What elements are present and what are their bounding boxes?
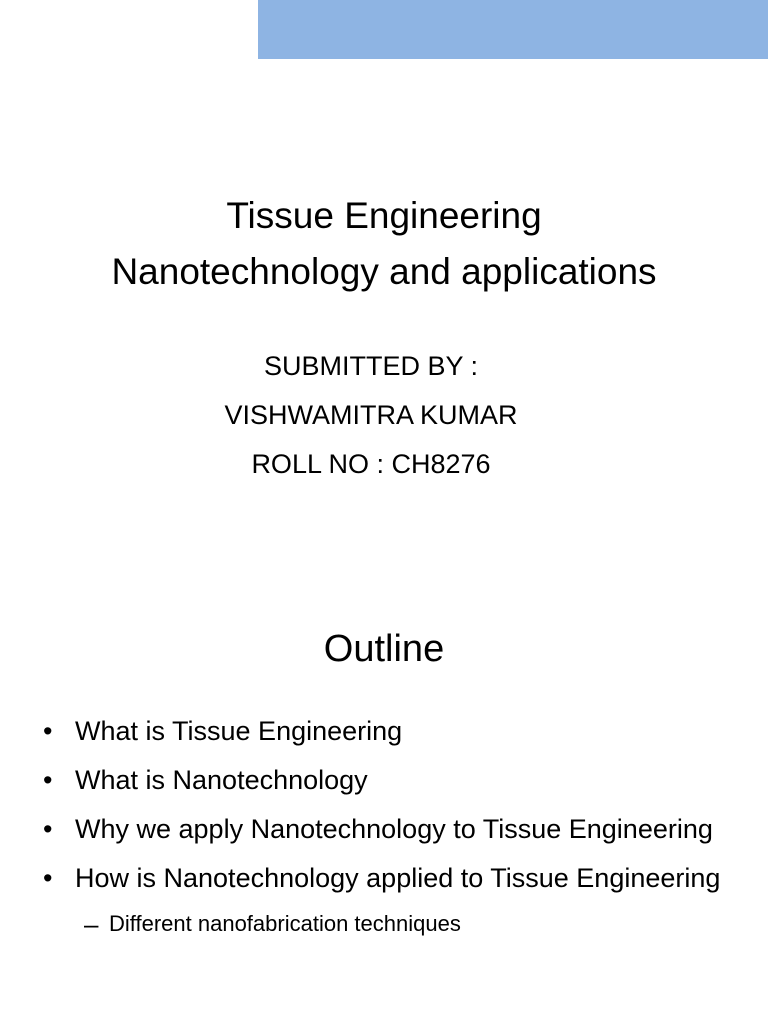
title-line: Tissue Engineering	[226, 195, 542, 236]
title-line: Nanotechnology and applications	[111, 251, 657, 292]
list-item-text: Why we apply Nanotechnology to Tissue Engineering	[75, 814, 713, 844]
slide-title	[0, 188, 768, 300]
sub-list-item-text: Different nanofabrication techniques	[109, 911, 461, 936]
list-item	[40, 759, 740, 801]
outline-slide	[0, 576, 768, 1024]
list-item-text: What is Tissue Engineering	[75, 716, 403, 746]
list-item	[40, 710, 740, 752]
list-item	[40, 857, 740, 899]
list-item-text: How is Nanotechnology applied to Tissue Engineering	[75, 863, 721, 893]
bullet-icon: •	[43, 765, 53, 795]
submitted-by-label: SUBMITTED BY :	[263, 351, 479, 381]
bullet-icon: •	[43, 716, 53, 746]
author-name: VISHWAMITRA KUMAR	[224, 400, 518, 430]
list-item-text: What is Nanotechnology	[75, 765, 368, 795]
accent-bar	[258, 0, 768, 59]
outline-list	[40, 710, 740, 942]
bullet-icon: •	[43, 814, 53, 844]
roll-number: ROLL NO : CH8276	[251, 449, 491, 479]
list-item	[40, 808, 740, 850]
outline-title: Outline	[323, 628, 445, 670]
slide-subtitle	[0, 342, 742, 489]
dash-icon: –	[84, 909, 99, 939]
bullet-icon: •	[43, 863, 53, 893]
sub-list-item	[40, 906, 740, 942]
